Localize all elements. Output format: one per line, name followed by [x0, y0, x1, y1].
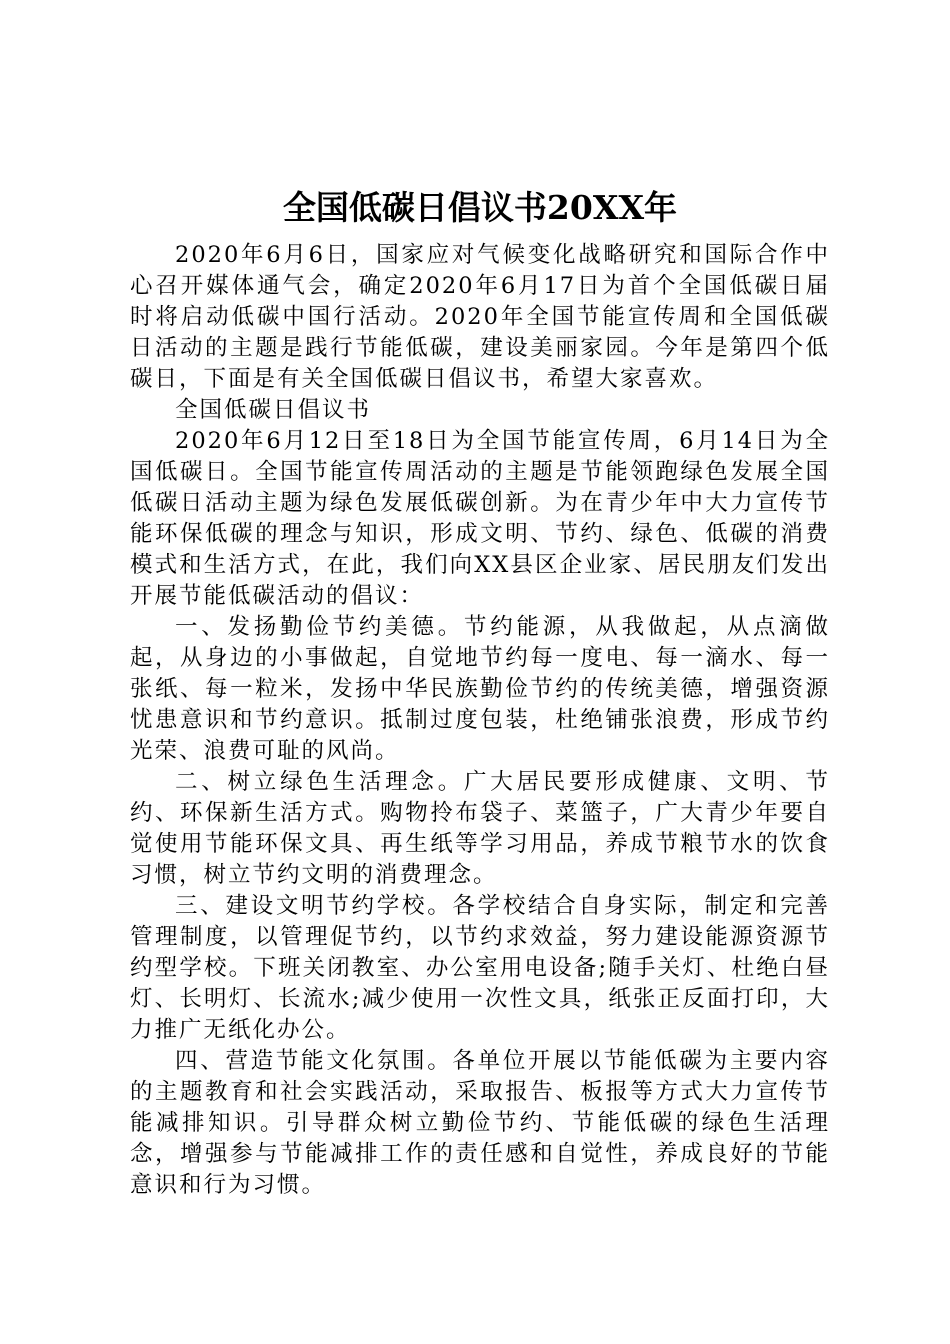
paragraph-intro: 2020年6月6日，国家应对气候变化战略研究和国际合作中心召开媒体通气会，确定2020年6月17日为首个全国低碳日届时将启动低碳中国行活动。2020年全国节能宣传周和全国低碳日活动的主题是践行节能低碳，建设美丽家园。今年是第四个低碳日，下面是有关全国低碳日倡议书，希望大家喜欢。: [130, 242, 830, 392]
document-page: [130, 182, 830, 1201]
paragraph-point-2: 二、树立绿色生活理念。广大居民要形成健康、文明、节约、环保新生活方式。购物拎布袋子、菜篮子，广大青少年要自觉使用节能环保文具、再生纸等学习用品，养成节粮节水的饮食习惯，树立节约文明的消费理念。: [130, 769, 830, 888]
paragraph-subtitle: 全国低碳日倡议书: [175, 397, 372, 423]
paragraph-overview: 2020年6月12日至18日为全国节能宣传周，6月14日为全国低碳日。全国节能宣传周活动的主题是节能领跑绿色发展全国低碳日活动主题为绿色发展低碳创新。为在青少年中大力宣传节能环保低碳的理念与知识，形成文明、节约、绿色、低碳的消费模式和生活方式，在此，我们向XX县区企业家、居民朋友们发出开展节能低碳活动的倡议：: [130, 428, 830, 609]
paragraph-point-3: 三、建设文明节约学校。各学校结合自身实际，制定和完善管理制度，以管理促节约，以节约求效益，努力建设能源资源节约型学校。下班关闭教室、办公室用电设备;随手关灯、杜绝白昼灯、长明灯、长流水;减少使用一次性文具，纸张正反面打印，大力推广无纸化办公。: [130, 893, 830, 1043]
document-title: 全国低碳日倡议书20XX年: [282, 188, 678, 227]
paragraph-point-4: 四、营造节能文化氛围。各单位开展以节能低碳为主要内容的主题教育和社会实践活动，采取报告、板报等方式大力宣传节能减排知识。引导群众树立勤俭节约、节能低碳的绿色生活理念，增强参与节能减排工作的责任感和自觉性，养成良好的节能意识和行为习惯。: [130, 1048, 830, 1198]
paragraph-point-1: 一、发扬勤俭节约美德。节约能源，从我做起，从点滴做起，从身边的小事做起，自觉地节约每一度电、每一滴水、每一张纸、每一粒米，发扬中华民族勤俭节约的传统美德，增强资源忧患意识和节约意识。抵制过度包装，杜绝铺张浪费，形成节约光荣、浪费可耻的风尚。: [130, 614, 830, 764]
